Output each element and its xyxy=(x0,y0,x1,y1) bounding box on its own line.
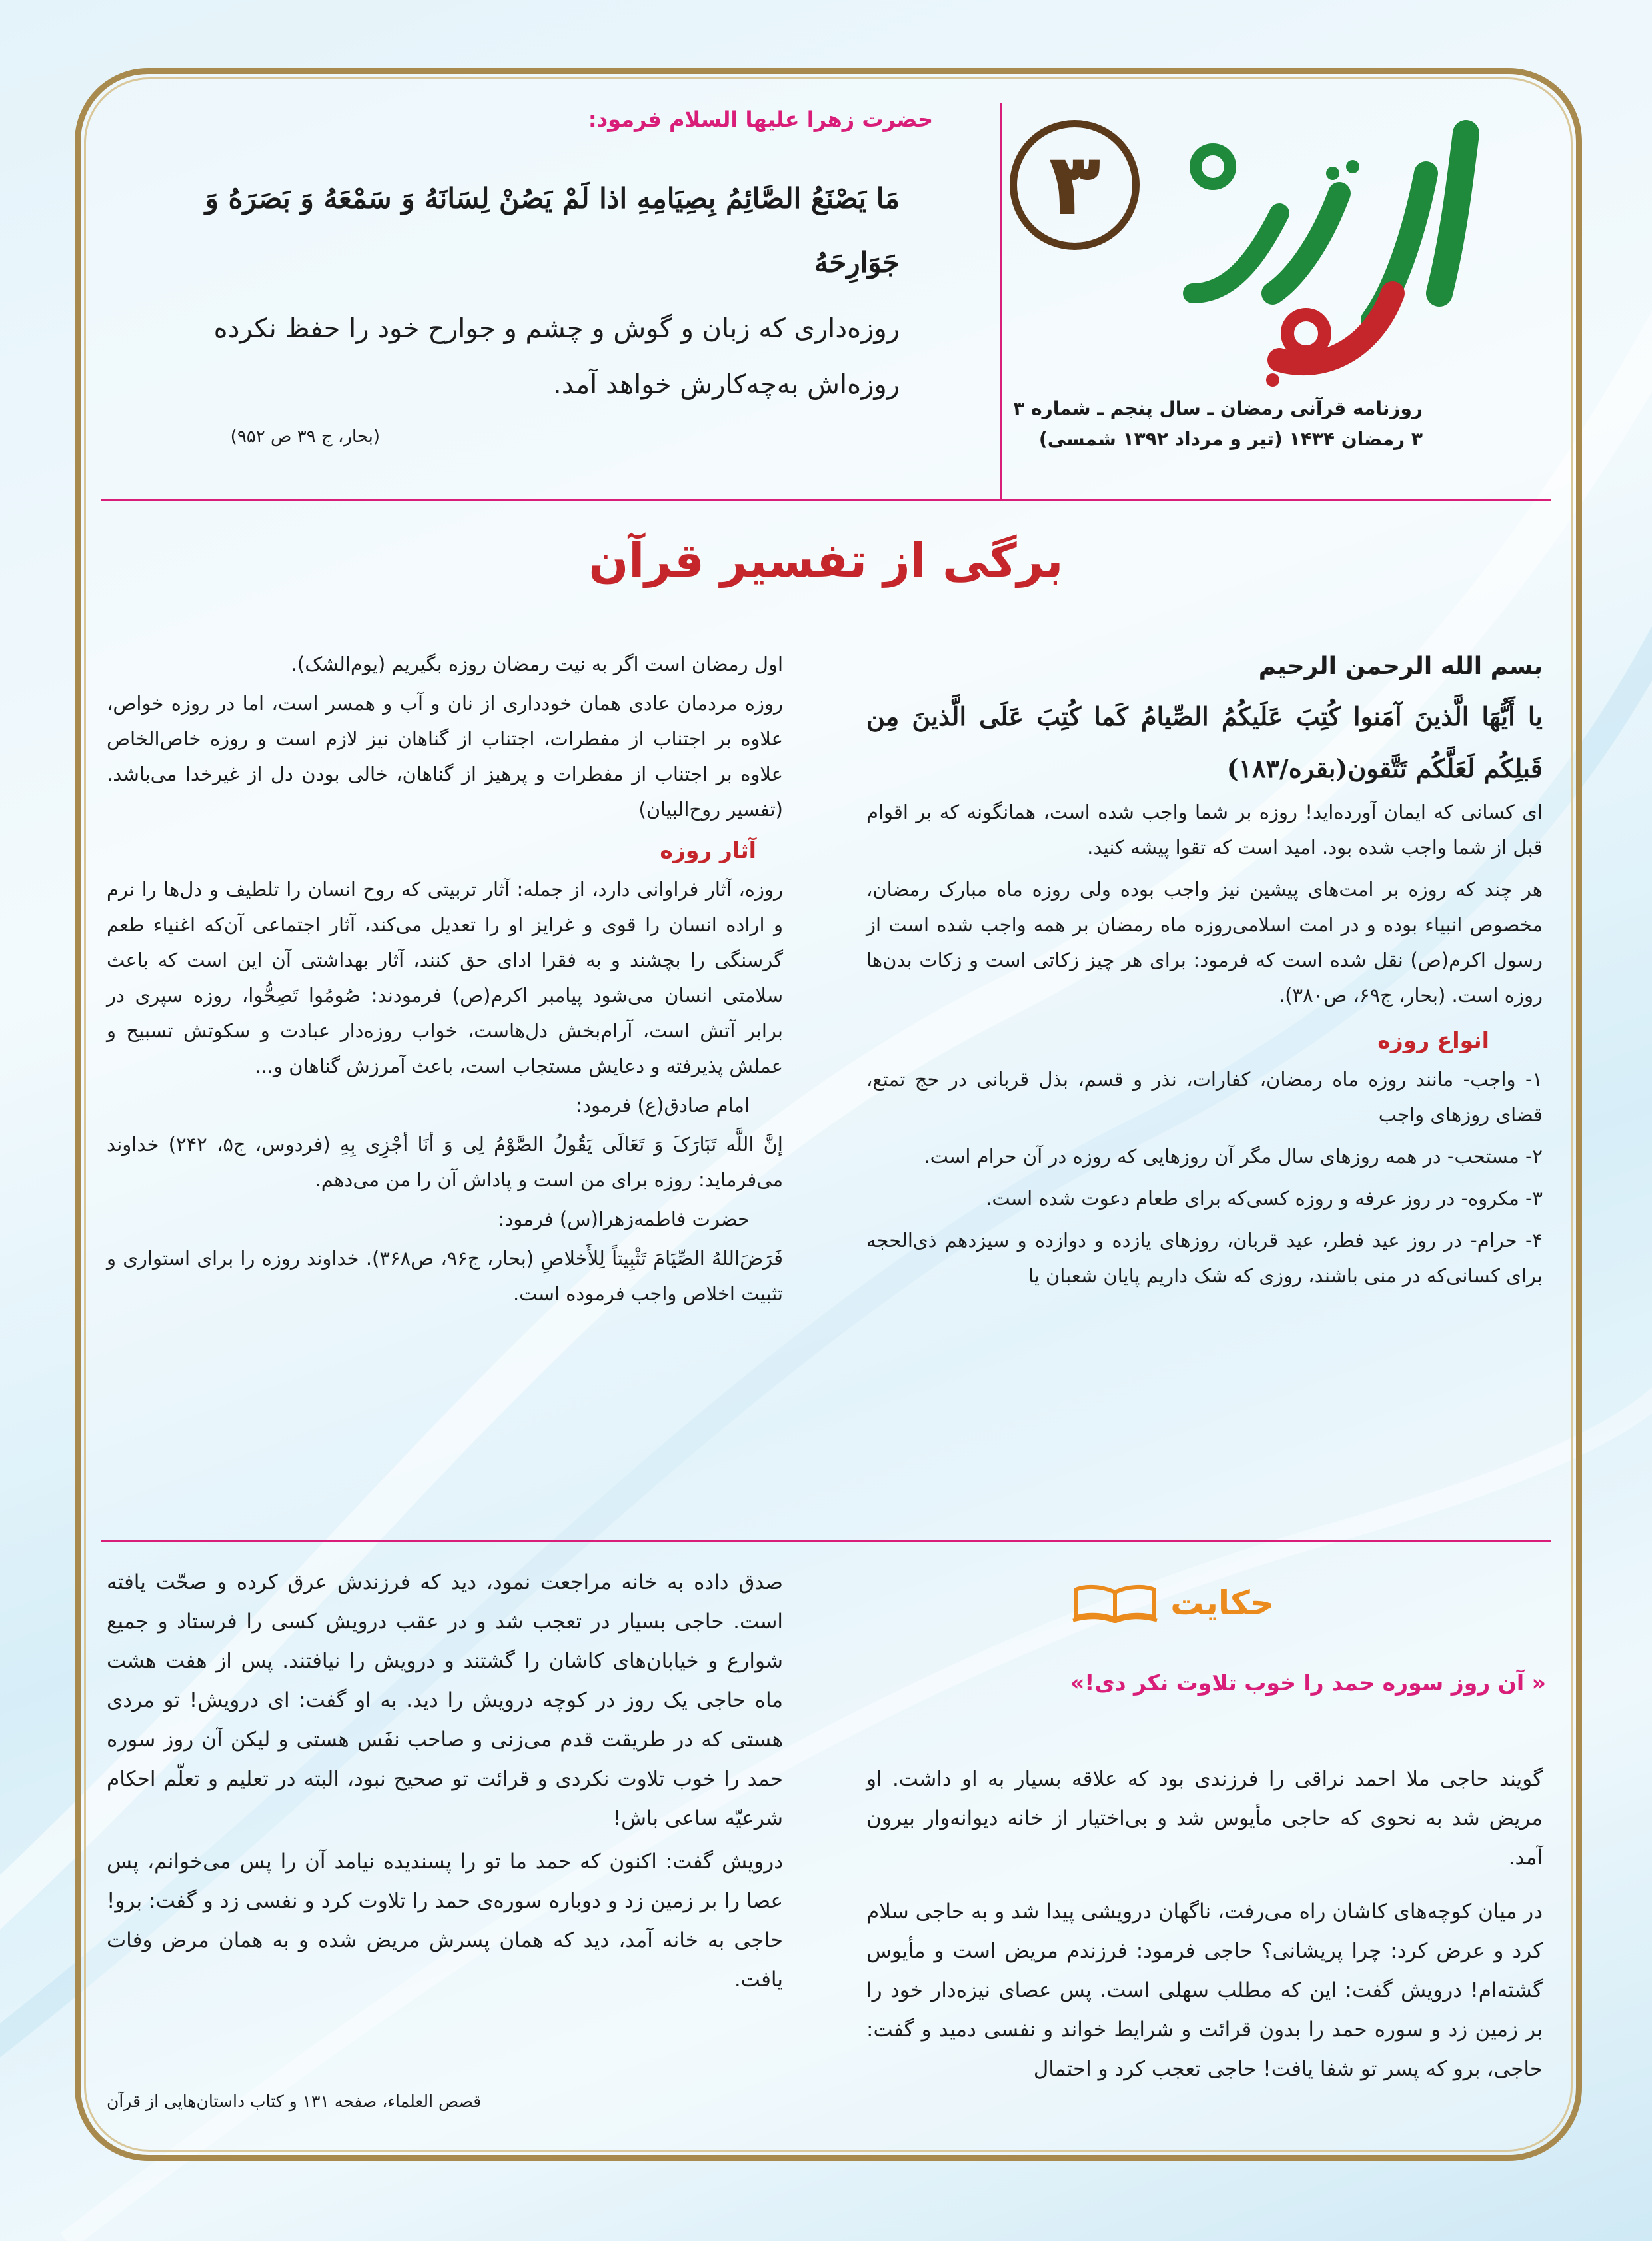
hadith-persian-line-2: روزه‌اش به‌چه‌کارش خواهد آمد. xyxy=(553,369,900,400)
fasting-type-2: ۲- مستحب- در همه روزهای سال مگر آن روزهایی که روزه در آن حرام است. xyxy=(924,1145,1543,1168)
left-paragraph-2: روزه مردمان عادی همان خودداری از نان و آب و همسر است، اما در روزه خواص، علاوه بر اجتناب از مفطرات، اجتناب از گناهان نیز لازم است و روزه خاص‌الخاص علاوه بر اجتناب از مفطرات و پرهیز از گناهان، خالی بودن دل از غیرخدا می‌باشد.(تفسیر روح‌البیان) xyxy=(107,692,783,821)
left-paragraph-6: حضرت فاطمه‌زهرا(س) فرمود: xyxy=(498,1208,750,1230)
hadith-source: (بحار، ج ۳۹ ص ۹۵۲) xyxy=(230,427,380,447)
fasting-type-3: ۳- مکروه- در روز عرفه و روزه کسی‌که برای طعام دعوت شده است. xyxy=(986,1187,1543,1210)
publication-line-2: ۳ رمضان ۱۴۳۴ (تیر و مرداد ۱۳۹۲ شمسی) xyxy=(1038,428,1423,450)
story-left-paragraph-2: درویش گفت: اکنون که حمد ما تو را پسندیده نیامد آن را پس می‌خوانم، پس عصا را بر زمین زد و دوباره سوره‌ی حمد را تلاوت کرد و نفسی زد و گفت: برو! حاجی به خانه آمد، دید که همان پسرش مریض شده و به همان مرض وفات یافت. xyxy=(107,1850,783,1992)
issue-number-badge xyxy=(1010,120,1140,250)
story-divider xyxy=(101,1540,1551,1542)
left-paragraph-7: فَرَضَ‌اللهُ الصِّیَامَ تَثْبِیتاً لِلأَخلاصِ (بحار، ج۹۶، ص۳۶۸). خداوند روزه را برای استواری و تثبیت اخلاص واجب فرموده است. xyxy=(107,1247,783,1305)
section-title: برگی از تفسیر قرآن xyxy=(588,533,1064,588)
tafsir-right-column xyxy=(866,647,1543,1294)
fasting-effects-heading: آثار روزه xyxy=(660,837,756,863)
hadith-arabic: مَا یَصْنَعُ الصَّائِمُ بِصِیَامِهِ اذا لَمْ یَصُنْ لِسَانَهُ وَ سَمْعَهُ وَ بَصَرَهُ وَ جَوَارِحَهُ xyxy=(205,182,900,279)
hadith-title: حضرت زهرا علیها السلام فرمود: xyxy=(588,107,933,132)
right-paragraph-1: ای کسانی که ایمان آورده‌اید! روزه بر شما واجب شده است، همانگونه که بر اقوام قبل از شما واجب شده بود. امید است که تقوا پیشه کنید. xyxy=(866,801,1543,859)
story-right-column xyxy=(866,1760,1543,2089)
left-paragraph-3: روزه، آثار فراوانی دارد، از جمله: آثار تربیتی که روح انسان را تلطیف و دل‌ها را نرم و اراده انسان را قوی و غرایز او را تعدیل می‌کند، آثار اجتماعی آن‌که اغنیاء طعم گرسنگی را بچشند و به فقرا ادای حق کنند، آثار بهداشتی آن این است که باعث سلامتی انسان می‌شود پیامبر اکرم(ص) فرمودند: صُومُوا تَصِحُّوا، روزه سپری در برابر آتش است، آرام‌بخش دل‌هاست، خواب روزه‌دار عبادت و سکوتش تسبیح و عملش پذیرفته و دعایش مستجاب است، باعث آمرزش گناهان و... xyxy=(107,878,783,1077)
left-paragraph-5: إنَّ اللَّه تَبَارَکَ وَ تَعَالَی یَقُولُ الصَّوْمُ لِی وَ أنَا أجْزِی بِهِ (فردوس، ج۵، ۲۴۲) خداوند می‌فرماید: روزه برای من است و پاداش آن را من می‌دهم. xyxy=(107,1133,783,1191)
masthead-divider xyxy=(101,499,1551,501)
left-paragraph-4: امام صادق(ع) فرمود: xyxy=(576,1094,750,1117)
publication-info xyxy=(1010,393,1423,455)
issue-number: ۳ xyxy=(1048,135,1101,235)
story-right-paragraph-2: در میان کوچه‌های کاشان راه می‌رفت، ناگهان درویشی پیدا شد و به حاجی سلام کرد و عرض کرد: چرا پریشانی؟ حاجی فرمود: فرزندم مریض است و مأیوس گشته‌ام! درویش گفت: این که مطلب سهلی است. پس عصای نیزه‌دار خود را بر زمین زد و سوره حمد را بدون قرائت و شرایط خواند و نفسی دمید و گفت: حاجی، برو که پسر تو شفا یافت! حاجی تعجب کرد و احتمال xyxy=(866,1900,1543,2081)
hadith-persian xyxy=(167,293,900,420)
story-source: قصص العلماء، صفحه ۱۳۱ و کتاب داستان‌هایی از قرآن xyxy=(107,2092,482,2111)
left-paragraph-1: اول رمضان است اگر به نیت رمضان روزه بگیریم (یوم‌الشک). xyxy=(291,653,783,675)
logo xyxy=(1173,93,1493,387)
quran-ayah: یا أَیُّهَا الَّذینَ آمَنوا کُتِبَ عَلَیکُمُ الصِّیامُ کَما کُتِبَ عَلَی الَّذینَ مِن قَبلِکُم لَعَلَّکُم تَتَّقون(بقره/۱۸۳) xyxy=(866,701,1543,783)
story-heading xyxy=(1000,1573,1346,1633)
bismillah: بسم الله الرحمن الرحیم xyxy=(1258,653,1543,680)
story-left-paragraph-1: صدق داده به خانه مراجعت نمود، دید که فرزندش عرق کرده و صحّت یافته است. حاجی بسیار در تعجب شد و در عقب درویش کسی را فرستاد و جمیع شوارع و خیابان‌های کاشان را گشتند و درویش را نیافتند. پس از هفت هشت ماه حاجی یک روز در کوچه درویش را دید. به او گفت: ای درویش! تو مردی هستی که در طریقت قدم می‌زنی و صاحب نفَس هستی و لیکن آن روز سوره حمد را خوب تلاوت نکردی و قرائت تو صحیح نبود، البته در تعلیم و تعلّم احکام شرعیّه ساعی باش! xyxy=(107,1570,783,1830)
fasting-types-heading: انواع روزه xyxy=(1377,1027,1489,1053)
publication-line-1: روزنامه قرآنی رمضان ـ سال پنجم ـ شماره ۳ xyxy=(1013,397,1423,419)
story-subtitle: « آن روز سوره حمد را خوب تلاوت نکر دی!» xyxy=(1070,1670,1546,1696)
book-icon xyxy=(1072,1583,1158,1623)
story-left-column xyxy=(107,1563,783,2000)
hadith-persian-line-1: روزه‌داری که زبان و گوش و چشم و جوارح خود را حفظ نکرده xyxy=(213,313,900,344)
fasting-type-4: ۴- حرام- در روز عید فطر، عید قربان، روزهای یازده و دوازده و سیزدهم ذی‌الحجه برای کسانی‌که در منی باشند، روزی که شک داریم پایان شعبان یا xyxy=(866,1229,1543,1287)
masthead-divider-vertical xyxy=(1000,103,1002,500)
tafsir-left-column xyxy=(107,647,783,1312)
fasting-type-1: ۱- واجب- مانند روزه ماه رمضان، کفارات، نذر و قسم، بذل قربانی در حج تمتع، قضای روزهای واجب xyxy=(866,1068,1543,1126)
story-heading-text: حکایت xyxy=(1170,1584,1274,1622)
story-right-paragraph-1: گویند حاجی ملا احمد نراقی را فرزندی بود که علاقه بسیار به او داشت. او مریض شد به نحوی که حاجی مأیوس شد و بی‌اختیار از خانه دیوانه‌وار بیرون آمد. xyxy=(866,1767,1543,1870)
right-paragraph-2: هر چند که روزه بر امت‌های پیشین نیز واجب بوده ولی روزه ماه مبارک رمضان، مخصوص انبیاء بوده و در امت اسلامی‌روزه ماه رمضان بر همه واجب شده است از رسول اکرم(ص) نقل شده است که فرمود: برای هر چیز زکاتی است و زکات بدن‌ها روزه است. (بحار، ج۶۹، ص۳۸۰). xyxy=(866,878,1543,1007)
